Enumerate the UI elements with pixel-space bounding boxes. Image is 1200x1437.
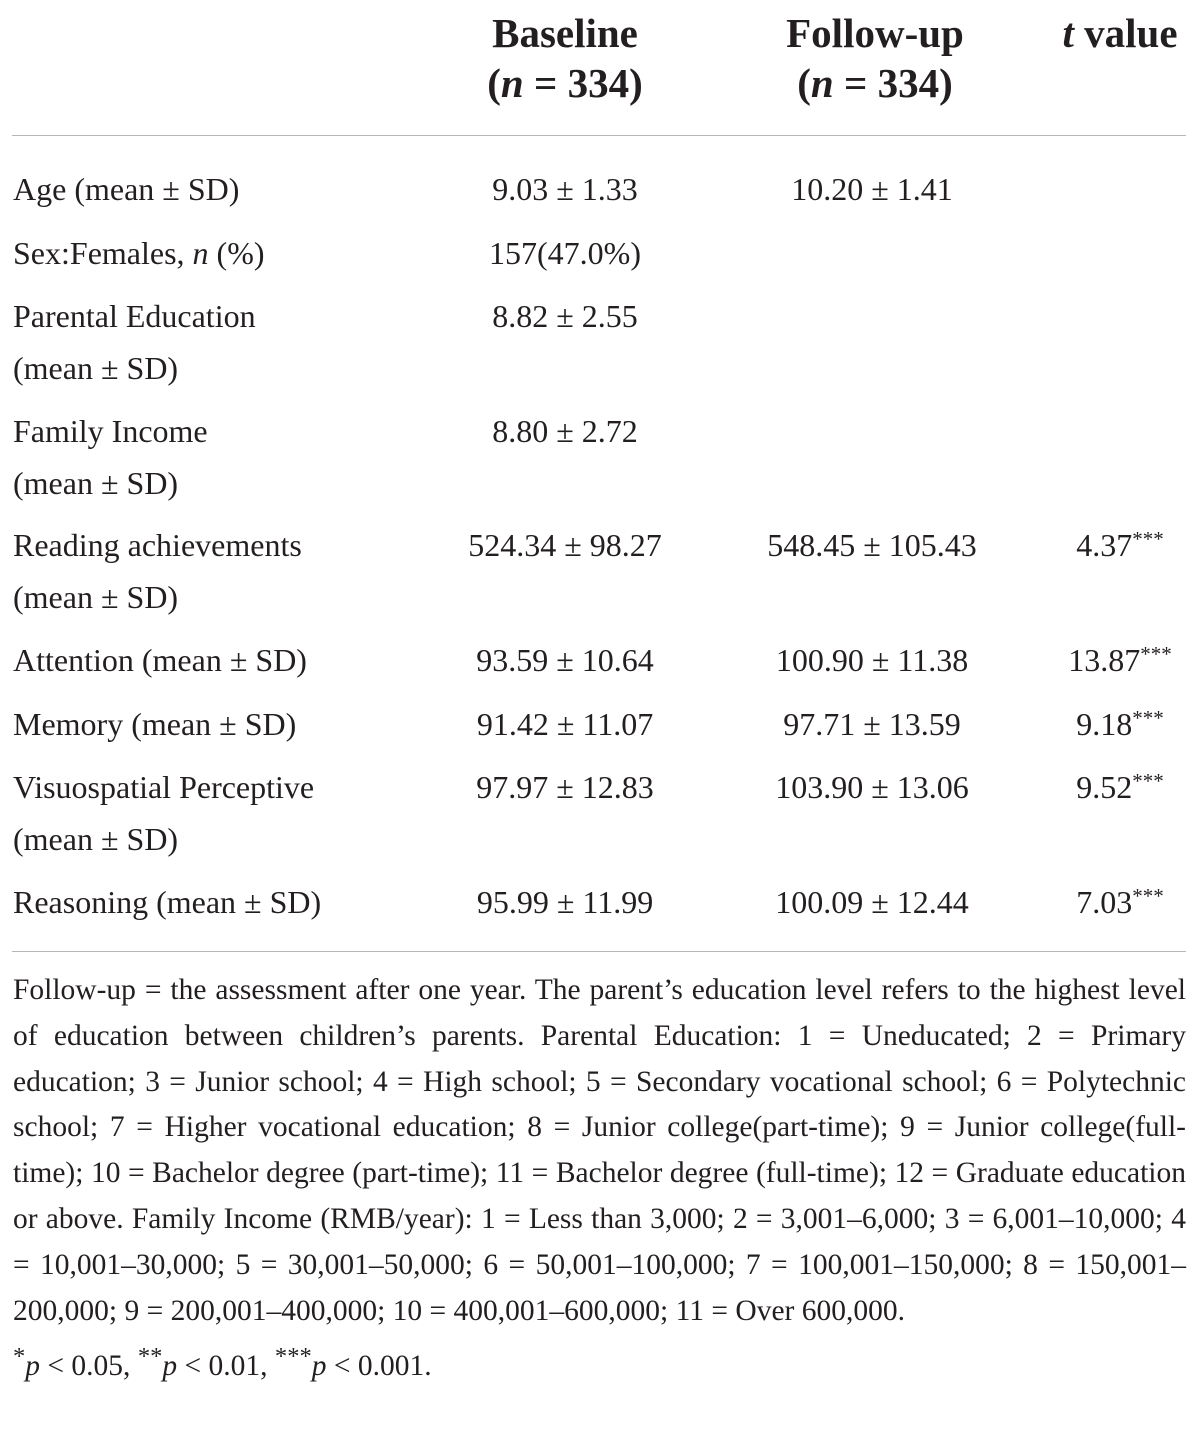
row-label: Visuospatial Perceptive (mean ± SD) xyxy=(13,769,315,857)
cell-baseline: 9.03 ± 1.33 xyxy=(492,171,638,207)
significance-marker: *** xyxy=(1132,884,1164,908)
cell-baseline: 97.97 ± 12.83 xyxy=(476,769,654,805)
row-label: Sex:Females, n (%) xyxy=(13,235,265,271)
cell-t-value: 4.37*** xyxy=(1076,527,1164,563)
row-label: Memory (mean ± SD) xyxy=(13,706,297,742)
cell-follow-up: 97.71 ± 13.59 xyxy=(783,706,961,742)
header-t-value-title: t value xyxy=(1062,10,1178,56)
row-label: Family Income (mean ± SD) xyxy=(13,413,208,501)
cell-baseline: 8.82 ± 2.55 xyxy=(492,298,638,334)
column-header-follow-up xyxy=(745,8,1005,108)
cell-t-value: 7.03*** xyxy=(1076,884,1164,920)
cell-baseline: 524.34 ± 98.27 xyxy=(468,527,662,563)
column-header-t-value xyxy=(1040,8,1200,58)
cell-baseline: 157(47.0%) xyxy=(489,235,641,271)
row-label: Age (mean ± SD) xyxy=(13,171,240,207)
cell-t-value: 9.18*** xyxy=(1076,706,1164,742)
cell-t-value: 9.52*** xyxy=(1076,769,1164,805)
footer-divider xyxy=(12,951,1186,952)
header-baseline-title: Baseline xyxy=(492,10,638,56)
cell-follow-up: 10.20 ± 1.41 xyxy=(791,171,953,207)
significance-marker: *** xyxy=(1132,706,1164,730)
column-header-baseline xyxy=(440,8,690,108)
cell-baseline: 95.99 ± 11.99 xyxy=(476,884,654,920)
cell-follow-up: 100.90 ± 11.38 xyxy=(775,642,969,678)
header-baseline-n: (n = 334) xyxy=(487,60,643,106)
significance-marker: *** xyxy=(1132,527,1164,551)
footnote-text: Follow-up = the assessment after one year. The parent’s education level refers to the highest level of education between children’s parents. Parental Education: 1 = Uneducated; 2 = Primary education; 3 = Junior school; 4 = High school; 5 = Secondary vocational school; 6 = Polytechnic school; 7 = Higher vocational education; 8 = Junior college(part-time); 9 = Junior college(full-time); 10 = Bachelor degree (part-time); 11 = Bachelor degree (full-time); 12 = Graduate education or above. Family Income (RMB/year): 1 = Less than 3,000; 2 = 3,001–6,000; 3 = 6,001–10,000; 4 = 10,001–30,000; 5 = 30,001–50,000; 6 = 50,001–100,000; 7 = 100,001–150,000; 8 = 150,001–200,000; 9 = 200,001–400,000; 10 = 400,001–600,000; 11 = Over 600,000. xyxy=(13,974,1186,1327)
cell-follow-up: 100.09 ± 12.44 xyxy=(775,884,969,920)
table-footnote xyxy=(13,968,1186,1390)
cell-baseline: 93.59 ± 10.64 xyxy=(476,642,654,678)
significance-marker: *** xyxy=(1140,642,1172,666)
row-label: Attention (mean ± SD) xyxy=(13,642,307,678)
significance-legend: *p < 0.05, **p < 0.01, ***p < 0.001. xyxy=(13,1343,432,1383)
cell-follow-up: 548.45 ± 105.43 xyxy=(767,527,977,563)
row-label: Reasoning (mean ± SD) xyxy=(13,884,322,920)
header-follow-up-n: (n = 334) xyxy=(797,60,953,106)
row-label: Parental Education (mean ± SD) xyxy=(13,298,256,386)
cell-baseline: 8.80 ± 2.72 xyxy=(492,413,638,449)
cell-t-value: 13.87*** xyxy=(1068,642,1172,678)
header-follow-up-title: Follow-up xyxy=(786,10,964,56)
cell-baseline: 91.42 ± 11.07 xyxy=(476,706,654,742)
row-label: Reading achievements (mean ± SD) xyxy=(13,527,302,615)
cell-follow-up: 103.90 ± 13.06 xyxy=(775,769,969,805)
significance-marker: *** xyxy=(1132,769,1164,793)
header-divider xyxy=(12,135,1186,136)
